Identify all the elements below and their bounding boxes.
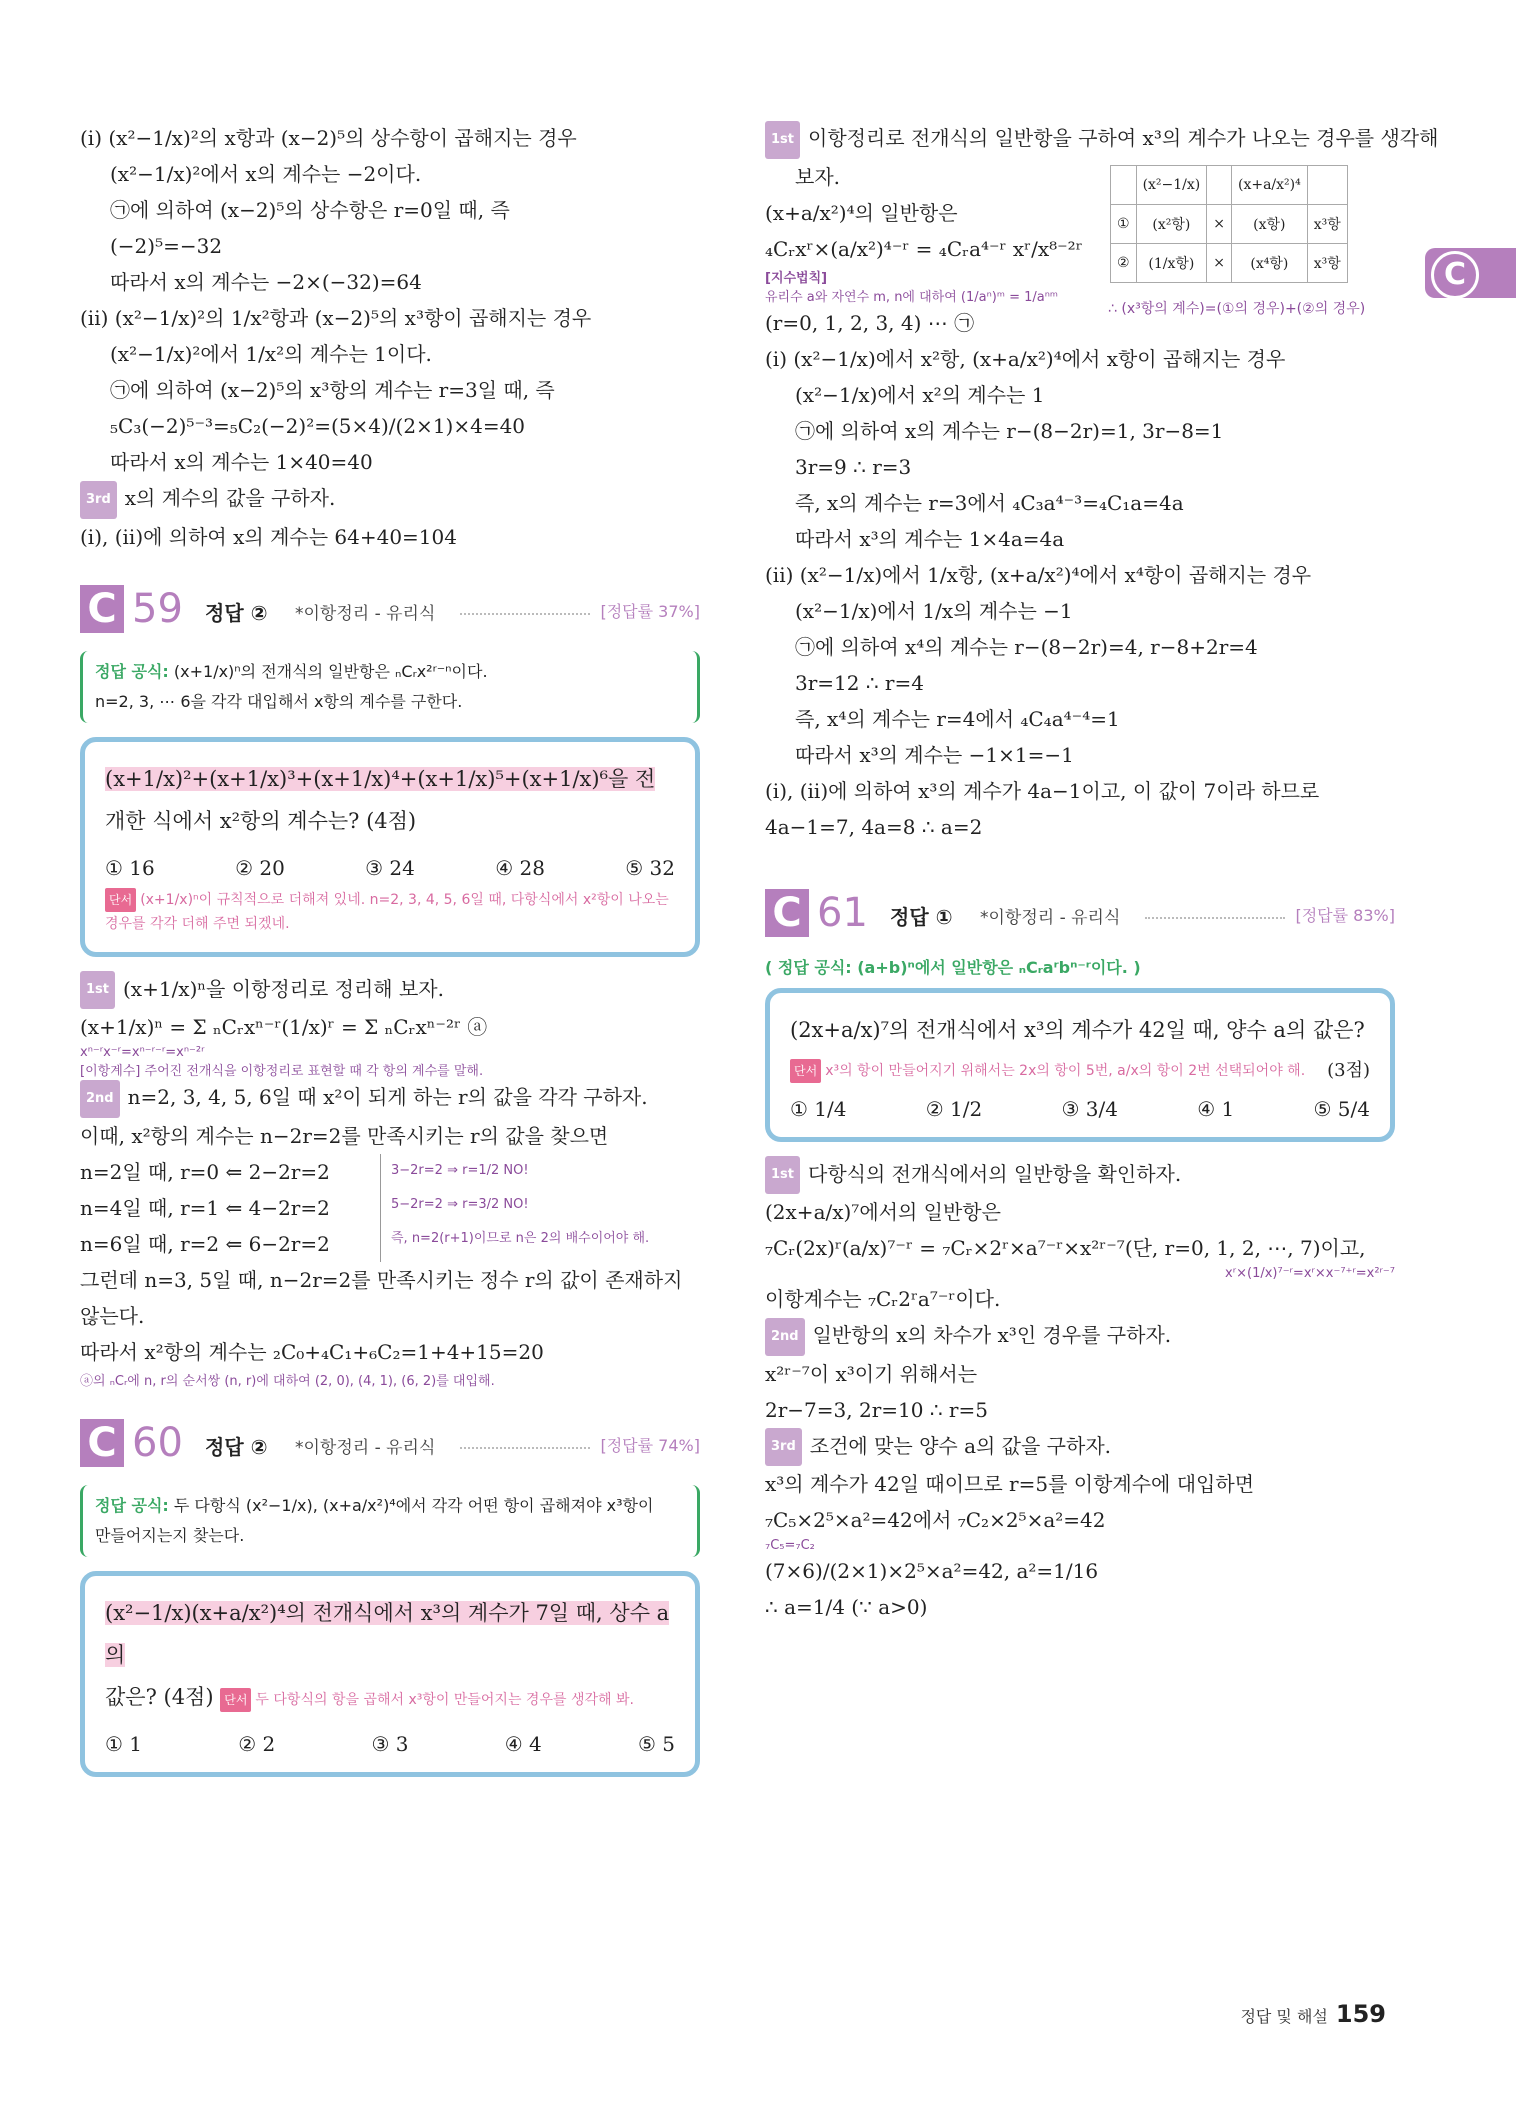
problem-header-c60	[80, 1419, 700, 1475]
text-line: (2x+a/x)⁷에서의 일반항은	[765, 1200, 1001, 1224]
text-line: n=6일 때, r=2 ⇐ 6−2r=2	[80, 1231, 330, 1256]
correct-rate: [정답률 74%]	[600, 1435, 700, 1455]
problem-header-c59	[80, 585, 700, 641]
text-line: (x+a/x²)⁴의 일반항은	[765, 200, 958, 225]
note: xⁿ⁻ʳx⁻ʳ=xⁿ⁻ʳ⁻ʳ=xⁿ⁻²ʳ	[80, 1045, 205, 1060]
exponent-law-text: 유리수 a와 자연수 m, n에 대하여 (1/aⁿ)ᵐ = 1/aⁿᵐ	[765, 289, 1059, 305]
table-header: (x²−1/x)	[1136, 166, 1207, 205]
topic-tag: *이항정리 - 유리식	[295, 1437, 436, 1458]
step-text: x의 계수의 값을 구하자.	[124, 486, 336, 510]
topic-tag: *이항정리 - 유리식	[980, 907, 1121, 928]
right-column	[765, 120, 1439, 1625]
text-line: 그런데 n=3, 5일 때, n−2r=2를 만족시키는 정수 r의 값이 존재하지	[80, 1267, 683, 1292]
text-line: 따라서 x의 계수는 −2×(−32)=64	[110, 270, 422, 294]
text-line: 즉, x⁴의 계수는 r=4에서 ₄C₄a⁴⁻⁴=1	[795, 706, 1120, 731]
text-line: ㉠에 의하여 x⁴의 계수는 r−(8−2r)=4, r−8+2r=4	[795, 634, 1258, 659]
problem-header-c61	[765, 889, 1395, 945]
footer-label: 정답 및 해설	[1240, 2007, 1328, 2026]
answer-options	[105, 856, 675, 880]
text-line: (i) (x²−1/x)에서 x²항, (x+a/x²)⁴에서 x항이 곱해지는 경우	[765, 346, 1286, 371]
text-line: 3r=9 ∴ r=3	[795, 454, 912, 479]
option[interactable]: ④ 4	[504, 1731, 542, 1756]
option[interactable]: ② 1/2	[925, 1096, 983, 1121]
question-text: 값은? (4점)	[105, 1684, 214, 1709]
problem-number: 60	[132, 1419, 183, 1466]
table-cell: (x⁴항)	[1231, 244, 1307, 283]
text-line: (x²−1/x)²에서 1/x²의 계수는 1이다.	[110, 342, 432, 366]
option[interactable]: ③ 3/4	[1061, 1096, 1118, 1121]
step-badge: 3rd	[765, 1428, 802, 1466]
text-line: n=4일 때, r=1 ⇐ 4−2r=2	[80, 1195, 330, 1220]
step-text: 일반항의 x의 차수가 x³인 경우를 구하자.	[812, 1323, 1172, 1347]
step-badge: 1st	[80, 971, 115, 1009]
step-text: 다항식의 전개식에서의 일반항을 확인하자.	[808, 1161, 1182, 1186]
option[interactable]: ④ 1	[1197, 1096, 1235, 1121]
text-line: 2r−7=3, 2r=10 ∴ r=5	[765, 1397, 988, 1422]
text-line: ₅C₃(−2)⁵⁻³=₅C₂(−2)²=(5×4)/(2×1)×4=40	[110, 414, 526, 438]
text-line: (i) (x²−1/x)²의 x항과 (x−2)⁵의 상수항이 곱해지는 경우	[80, 126, 577, 150]
table-cell: x³항	[1307, 205, 1347, 244]
question-box	[80, 737, 700, 957]
category-letter: C	[765, 889, 809, 937]
dotted-divider	[460, 613, 590, 615]
answer-options	[790, 1097, 1370, 1121]
text-line: 따라서 x의 계수는 1×40=40	[110, 450, 373, 474]
option[interactable]: ② 20	[235, 855, 285, 880]
text-line: ₇C₅×2⁵×a²=42에서 ₇C₂×2⁵×a²=42	[765, 1508, 1106, 1532]
hint-badge: 단서	[105, 888, 136, 912]
text-line: (r=0, 1, 2, 3, 4) ⋯ ㉠	[765, 310, 975, 335]
table-cell: ②	[1111, 244, 1137, 283]
option[interactable]: ④ 28	[495, 855, 545, 880]
hint-text: 두 다항식의 항을 곱해서 x³항이 만들어지는 경우를 생각해 봐.	[255, 1691, 634, 1708]
text-line: ㉠에 의하여 (x−2)⁵의 상수항은 r=0일 때, 즉	[110, 198, 510, 222]
question-text: 개한 식에서 x²항의 계수는? (4점)	[105, 808, 417, 833]
table-cell	[1111, 166, 1137, 205]
dotted-divider	[1145, 917, 1285, 919]
equation: ₄Cᵣxʳ×(a/x²)⁴⁻ʳ = ₄Cᵣa⁴⁻ʳ xʳ/x⁸⁻²ʳ	[765, 236, 1083, 261]
topic-tag: *이항정리 - 유리식	[295, 603, 436, 624]
table-row	[1111, 244, 1348, 283]
table-cell: x³항	[1307, 244, 1347, 283]
category-letter: C	[80, 585, 124, 633]
text-line: (x²−1/x)에서 x²의 계수는 1	[795, 382, 1045, 407]
hint	[105, 888, 675, 936]
equation: (x+1/x)ⁿ = Σ ₙCᵣxⁿ⁻ʳ(1/x)ʳ = Σ ₙCᵣxⁿ⁻²ʳ ⓐ	[80, 1015, 488, 1039]
hint-text: (x+1/x)ⁿ이 규칙적으로 더해져 있네. n=2, 3, 4, 5, 6일 때, 다항식에서 x²항이 나오는 경우를 각각 더해 주면 되겠네.	[105, 891, 669, 932]
text-line: 즉, x의 계수는 r=3에서 ₄C₃a⁴⁻³=₄C₁a=4a	[795, 490, 1184, 515]
text-line: ㉠에 의하여 x의 계수는 r−(8−2r)=1, 3r−8=1	[795, 418, 1224, 443]
table-cell: ①	[1111, 205, 1137, 244]
step-line	[80, 971, 700, 1010]
text-line: (ii) (x²−1/x)에서 1/x항, (x+a/x²)⁴에서 x⁴항이 곱해지는 경우	[765, 562, 1312, 587]
note: 즉, n=2(r+1)이므로 n은 2의 배수이어야 해.	[391, 1230, 650, 1246]
page-footer	[1240, 2000, 1386, 2028]
note: xʳ×(1/x)⁷⁻ʳ=xʳ×x⁻⁷⁺ʳ=x²ʳ⁻⁷	[1225, 1266, 1395, 1281]
step-text: 이항정리로 전개식의 일반항을 구하여 x³의 계수가 나오는 경우를 생각해	[808, 126, 1439, 150]
text-line: (x²−1/x)에서 1/x의 계수는 −1	[795, 598, 1073, 623]
question-text: (x²−1/x)(x+a/x²)⁴의 전개식에서 x³의 계수가 7일 때, 상수 a의	[105, 1600, 670, 1667]
option[interactable]: ⑤ 5/4	[1313, 1096, 1370, 1121]
text-line: 이때, x²항의 계수는 n−2r=2를 만족시키는 r의 값을 찾으면	[80, 1123, 609, 1148]
step-line	[80, 480, 700, 519]
text-line: ₇Cᵣ(2x)ʳ(a/x)⁷⁻ʳ = ₇Cᵣ×2ʳ×a⁷⁻ʳ×x²ʳ⁻⁷(단, r=0, 1, 2, ⋯, 7)이고,	[765, 1236, 1366, 1260]
step-text: 보자.	[795, 164, 840, 189]
formula-box	[80, 651, 700, 723]
formula-line: ( 정답 공식: (a+b)ⁿ에서 일반항은 ₙCᵣaʳbⁿ⁻ʳ이다. )	[765, 957, 1141, 977]
text-line: (i), (ii)에 의하여 x의 계수는 64+40=104	[80, 524, 457, 549]
option[interactable]: ③ 24	[365, 855, 415, 880]
text-line: 이항계수는 ₇Cᵣ2ʳa⁷⁻ʳ이다.	[765, 1287, 1001, 1311]
text-line: 따라서 x²항의 계수는 ₂C₀+₄C₁+₆C₂=1+4+15=20	[80, 1339, 544, 1364]
problem-number: 61	[817, 889, 868, 936]
table-cell: ×	[1207, 244, 1232, 283]
hint-text: x³의 항이 만들어지기 위해서는 2x의 항이 5번, a/x의 항이 2번 선택되어야 해.	[825, 1062, 1306, 1079]
question-box	[80, 1571, 700, 1777]
page-number: 159	[1335, 2000, 1386, 2028]
step-text: n=2, 3, 4, 5, 6일 때 x²이 되게 하는 r의 값을 각각 구하자.	[127, 1085, 648, 1109]
step-text: (x+1/x)ⁿ을 이항정리로 정리해 보자.	[123, 976, 444, 1001]
step-badge: 1st	[765, 1156, 800, 1194]
step-line	[765, 1428, 1395, 1467]
table-cell: (x항)	[1231, 205, 1307, 244]
chapter-tab	[1425, 248, 1516, 298]
formula-text: 만들어지는지 찾는다.	[95, 1525, 245, 1545]
formula-box	[80, 1485, 700, 1557]
option[interactable]: ① 1/4	[790, 1096, 847, 1121]
text-line: ㉠에 의하여 (x−2)⁵의 x³항의 계수는 r=3일 때, 즉	[110, 378, 555, 402]
chapter-tab-letter: C	[1431, 251, 1479, 299]
note: [이항계수] 주어진 전개식을 이항정리로 표현할 때 각 항의 계수를 말해.	[80, 1064, 484, 1079]
note: 3−2r=2 ⇒ r=1/2 NO!	[391, 1162, 529, 1178]
text-line: 4a−1=7, 4a=8 ∴ a=2	[765, 814, 983, 839]
correct-rate: [정답률 83%]	[1295, 905, 1395, 925]
option[interactable]: ① 16	[105, 855, 155, 880]
question-box	[765, 988, 1395, 1142]
step-line	[765, 1317, 1395, 1356]
text-line: n=2일 때, r=0 ⇐ 2−2r=2	[80, 1159, 330, 1184]
question-text: (2x+a/x)⁷의 전개식에서 x³의 계수가 42일 때, 양수 a의 값은?	[790, 1017, 1365, 1042]
text-line: x²ʳ⁻⁷이 x³이기 위해서는	[765, 1361, 978, 1386]
formula-text: n=2, 3, ⋯ 6을 각각 대입해서 x항의 계수를 구한다.	[95, 691, 463, 711]
note: ₇C₅=₇C₂	[765, 1538, 815, 1553]
option[interactable]: ① 1	[105, 1731, 143, 1756]
option[interactable]: ③ 3	[371, 1731, 409, 1756]
step-badge: 2nd	[765, 1318, 805, 1356]
hint-badge: 단서	[790, 1059, 821, 1083]
step-line	[80, 1079, 700, 1118]
points: (3점)	[1327, 1059, 1370, 1081]
text-line: ∴ a=1/4 (∵ a>0)	[765, 1595, 928, 1619]
table-cell	[1207, 166, 1232, 205]
case-table	[1110, 165, 1348, 283]
text-line: (ii) (x²−1/x)²의 1/x²항과 (x−2)⁵의 x³항이 곱해지는 경우	[80, 306, 592, 330]
text-line: 않는다.	[80, 1303, 145, 1328]
answer-label: 정답 ①	[890, 904, 953, 929]
step-line	[765, 1156, 1395, 1195]
step-line	[765, 120, 1439, 159]
table-cell: ×	[1207, 205, 1232, 244]
text-line: x³의 계수가 42일 때이므로 r=5를 이항계수에 대입하면	[765, 1472, 1255, 1496]
formula-title: 정답 공식:	[95, 661, 169, 681]
correct-rate: [정답률 37%]	[600, 601, 700, 621]
hint-badge: 단서	[220, 1688, 251, 1712]
answer-label: 정답 ②	[205, 600, 268, 625]
text-line: 따라서 x³의 계수는 −1×1=−1	[795, 742, 1074, 767]
table-cell: (x²항)	[1136, 205, 1207, 244]
text-line: 따라서 x³의 계수는 1×4a=4a	[795, 526, 1065, 551]
step-badge: 3rd	[80, 481, 117, 519]
text-line: (x²−1/x)²에서 x의 계수는 −2이다.	[110, 162, 422, 186]
question-text: (x+1/x)²+(x+1/x)³+(x+1/x)⁴+(x+1/x)⁵+(x+1/x)⁶을 전	[105, 766, 656, 791]
dotted-divider	[460, 1447, 590, 1449]
step-badge: 1st	[765, 121, 800, 159]
text-line: 3r=12 ∴ r=4	[795, 670, 924, 695]
exponent-law-title: [지수법칙]	[765, 270, 828, 286]
option[interactable]: ⑤ 32	[625, 855, 675, 880]
table-cell	[1307, 166, 1347, 205]
step-badge: 2nd	[80, 1080, 120, 1118]
formula-text: (x+1/x)ⁿ의 전개식의 일반항은 ₙCᵣx²ʳ⁻ⁿ이다.	[173, 661, 488, 681]
option[interactable]: ② 2	[238, 1731, 276, 1756]
formula-title: 정답 공식:	[95, 1495, 169, 1515]
step-text: 조건에 맞는 양수 a의 값을 구하자.	[809, 1433, 1111, 1458]
left-column	[80, 120, 700, 1791]
problem-number: 59	[132, 585, 183, 632]
table-header: (x+a/x²)⁴	[1231, 166, 1307, 205]
text-line: (7×6)/(2×1)×2⁵×a²=42, a²=1/16	[765, 1559, 1099, 1583]
note: 5−2r=2 ⇒ r=3/2 NO!	[391, 1196, 529, 1212]
table-note: ∴ (x³항의 계수)=(①의 경우)+(②의 경우)	[1108, 301, 1366, 317]
category-letter: C	[80, 1419, 124, 1467]
text-line: (−2)⁵=−32	[110, 234, 223, 258]
answer-options	[105, 1732, 675, 1756]
answer-label: 정답 ②	[205, 1434, 268, 1459]
text-line: (i), (ii)에 의하여 x³의 계수가 4a−1이고, 이 값이 7이라 하므로	[765, 778, 1320, 803]
note: ⓐ의 ₙCᵣ에 n, r의 순서쌍 (n, r)에 대하여 (2, 0), (4, 1), (6, 2)를 대입해.	[80, 1373, 495, 1389]
formula-text: 두 다항식 (x²−1/x), (x+a/x²)⁴에서 각각 어떤 항이 곱해져야 x³항이	[173, 1495, 654, 1515]
option[interactable]: ⑤ 5	[637, 1731, 675, 1756]
table-row	[1111, 205, 1348, 244]
table-cell: (1/x항)	[1136, 244, 1207, 283]
